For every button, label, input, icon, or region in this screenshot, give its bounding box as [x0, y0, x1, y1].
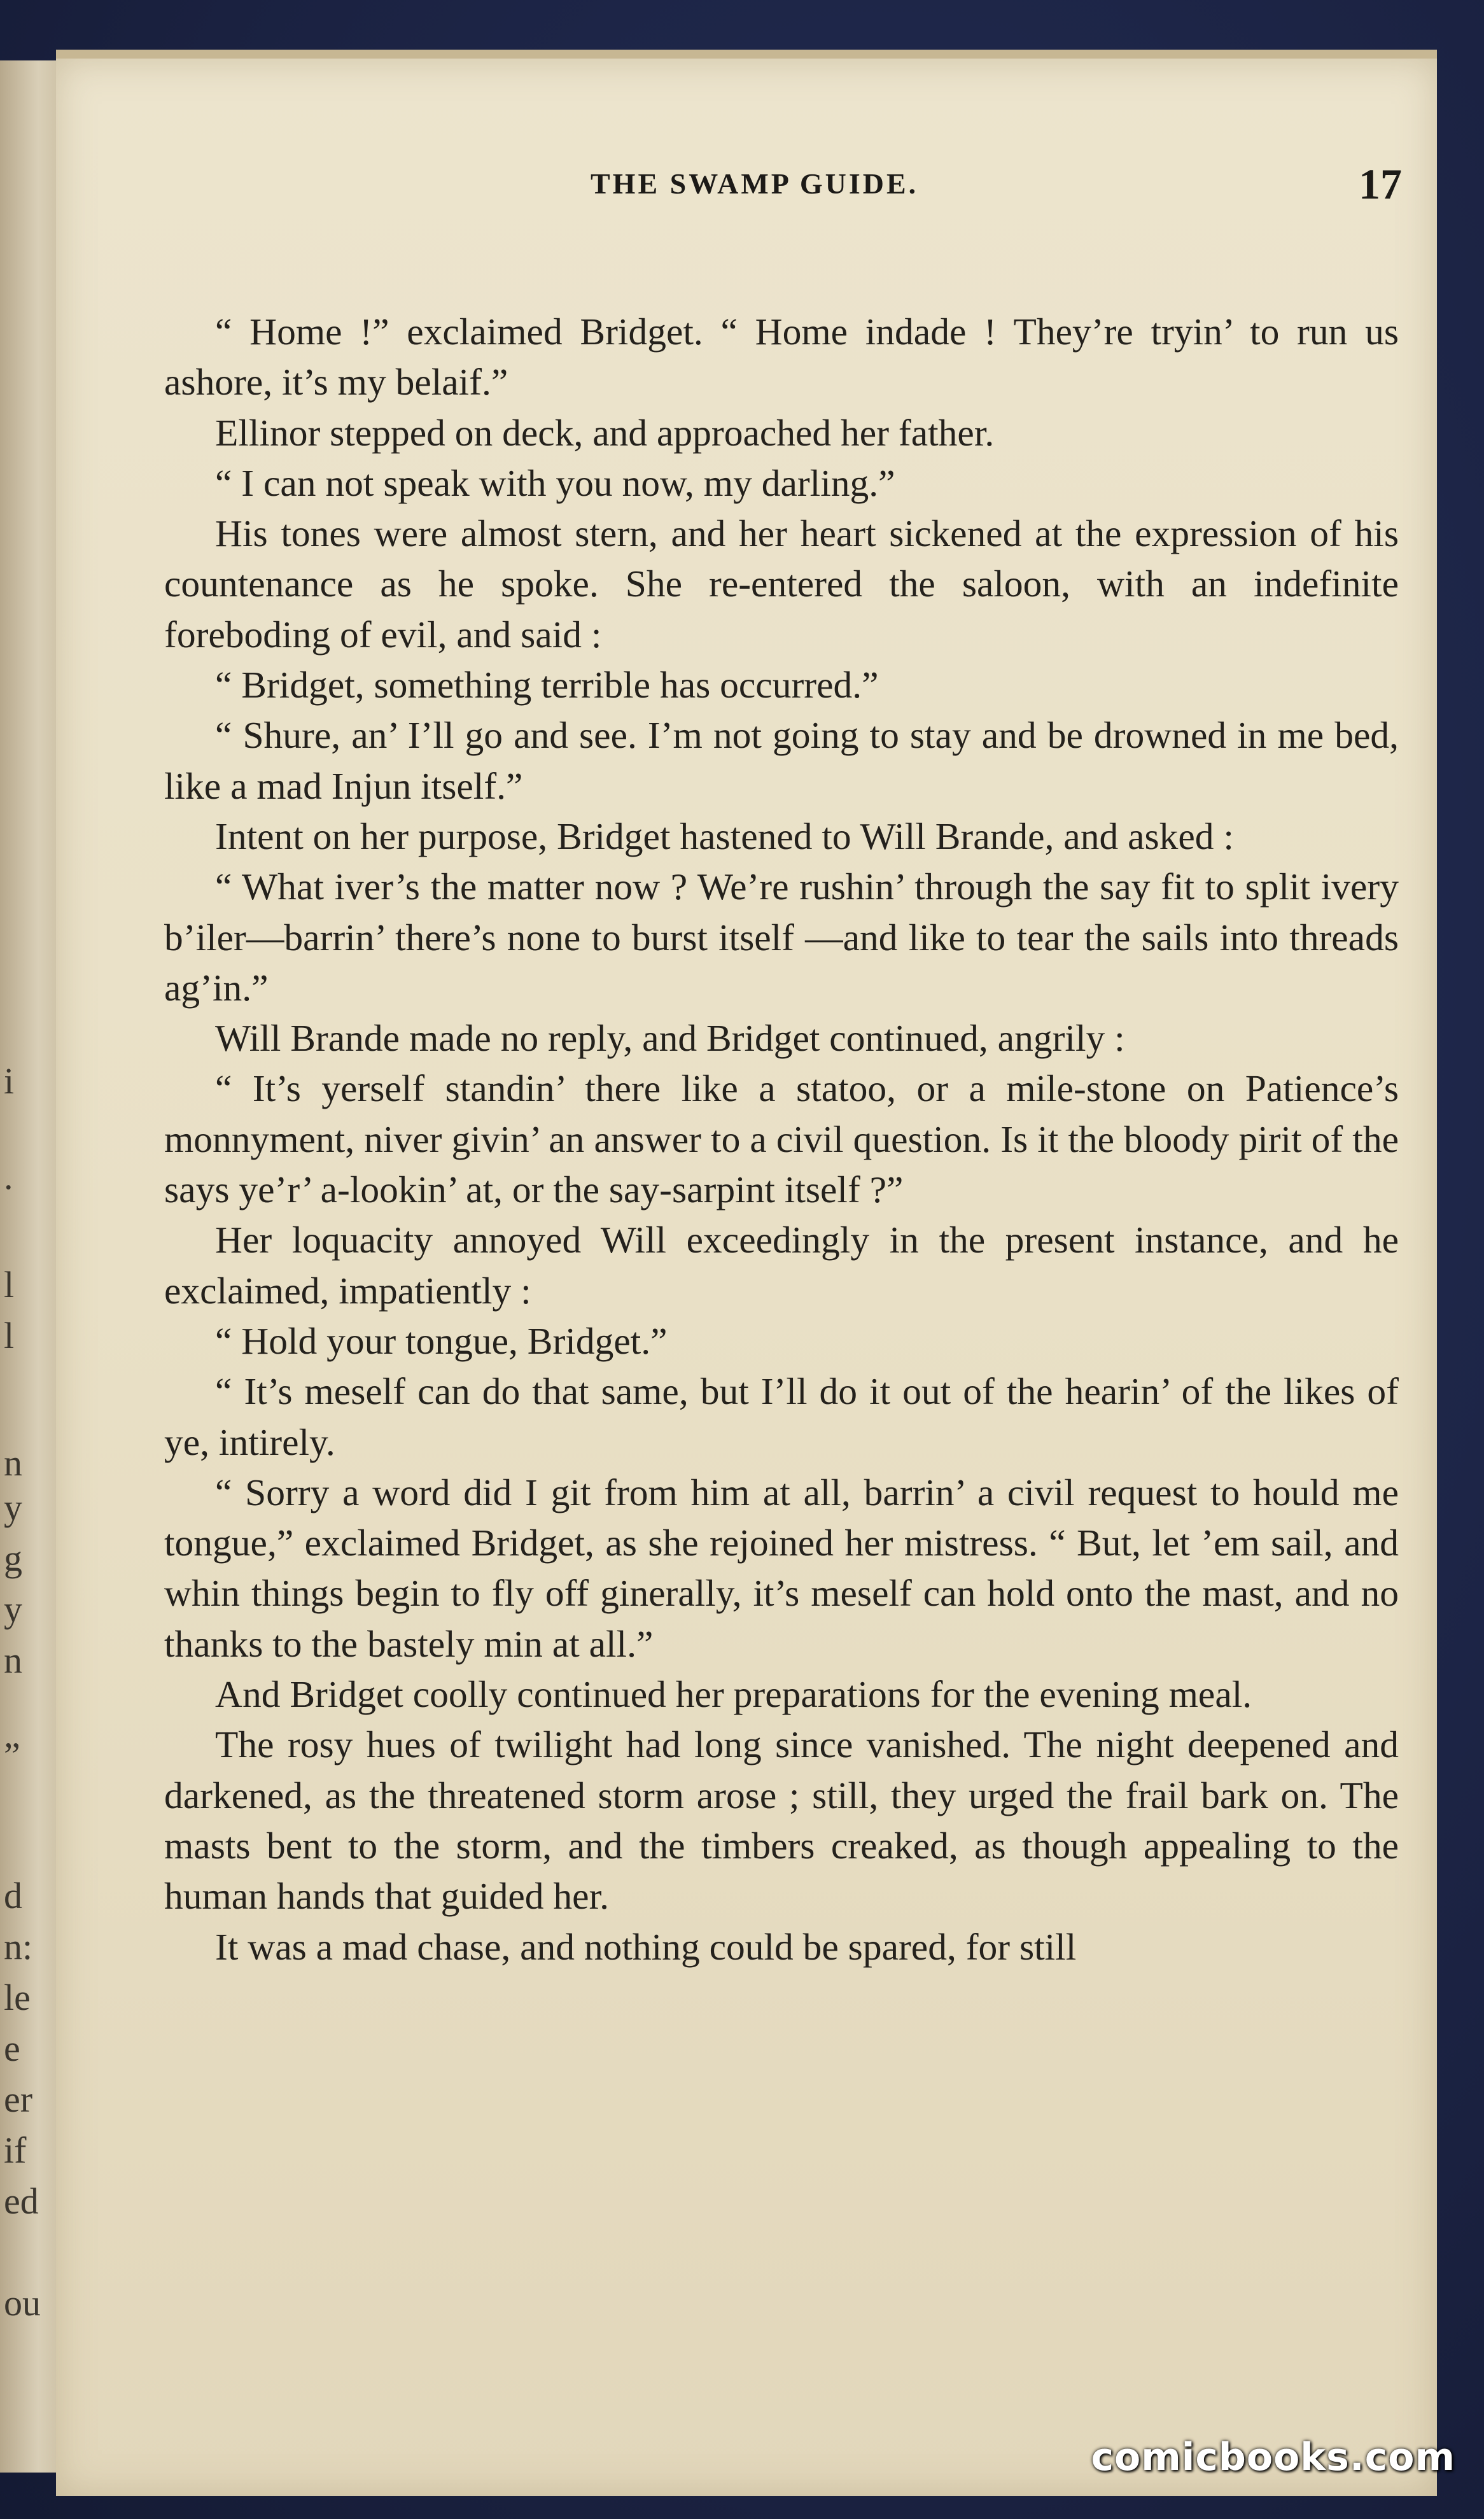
facing-page-fragment: ”	[4, 1735, 20, 1776]
facing-page-fragment: .	[4, 1156, 13, 1197]
running-head	[56, 160, 1437, 218]
paragraph: “ Bridget, something terrible has occurred.”	[215, 664, 879, 706]
paragraph: Her loquacity annoyed Will exceedingly in the present instance, and he exclaimed, impatiently :	[164, 1219, 1399, 1312]
paragraph: “ Sorry a word did I git from him at all, barrin’ a civil request to hould me tongue,” exclaimed Bridget, as she rejoined her mistress. “ But, let ’em sail, and whin things begin to fly off ginerally, it’s meself can hold onto the mast, and no thanks to the bastely min at all.”	[164, 1471, 1399, 1665]
watermark: comicbooks.com	[1091, 2435, 1455, 2480]
paragraph: “ It’s meself can do that same, but I’ll do it out of the hearin’ of the likes of ye, intirely.	[164, 1370, 1399, 1463]
running-head-title: THE SWAMP GUIDE.	[591, 167, 919, 200]
paragraph: “ Home !” exclaimed Bridget. “ Home indade ! They’re tryin’ to run us ashore, it’s my belaif.”	[164, 311, 1399, 403]
facing-page-fragment: y	[4, 1589, 22, 1630]
paragraph: “ I can not speak with you now, my darling.”	[215, 461, 895, 504]
body-text	[164, 307, 1399, 1972]
book-page	[56, 50, 1437, 2496]
paragraph: “ What iver’s the matter now ? We’re rushin’ through the say fit to split ivery b’iler—barrin’ there’s none to burst itself —and like to tear the sails into threads ag’in.”	[164, 866, 1399, 1009]
paragraph: Will Brande made no reply, and Bridget continued, angrily :	[215, 1017, 1125, 1060]
facing-page-fragment: l	[4, 1315, 15, 1356]
paragraph: And Bridget coolly continued her preparations for the evening meal.	[215, 1673, 1252, 1716]
paragraph: Intent on her purpose, Bridget hastened to Will Brande, and asked :	[215, 815, 1234, 857]
paragraph: “ Shure, an’ I’ll go and see. I’m not going to stay and be drowned in me bed, like a mad Injun itself.”	[164, 714, 1399, 807]
facing-page-fragment: g	[4, 1538, 22, 1579]
paragraph: “ Hold your tongue, Bridget.”	[215, 1319, 668, 1362]
facing-page-fragment: if	[4, 2130, 27, 2171]
page-number: 17	[1359, 160, 1402, 208]
facing-page-fragment: e	[4, 2028, 20, 2069]
facing-page-fragment: y	[4, 1487, 22, 1528]
paragraph: It was a mad chase, and nothing could be spared, for still	[215, 1925, 1077, 1968]
facing-page-fragment: le	[4, 1977, 31, 2018]
paragraph: His tones were almost stern, and her heart sickened at the expression of his countenance as he spoke. She re-entered the saloon, with an indefinite foreboding of evil, and said :	[164, 512, 1399, 656]
facing-page-fragment: d	[4, 1875, 22, 1916]
paragraph: Ellinor stepped on deck, and approached her father.	[215, 411, 995, 454]
facing-page-fragment: n	[4, 1442, 22, 1484]
facing-page-fragment: i	[4, 1060, 15, 1102]
paragraph: The rosy hues of twilight had long since vanished. The night deepened and darkened, as the threatened storm arose ; still, they urged the frail bark on. The masts bent to the storm, and the timbers creaked, as though appealing to the human hands that guided her.	[164, 1723, 1399, 1918]
paragraph: “ It’s yerself standin’ there like a statoo, or a mile-stone on Patience’s monnyment, niver givin’ an answer to a civil question. Is it the bloody pirit of the says ye’r’ a-lookin’ at, or the say-sarpint itself ?”	[164, 1067, 1399, 1211]
facing-page-fragment: ed	[4, 2180, 39, 2222]
facing-page-fragment: n:	[4, 1926, 33, 1967]
facing-page-fragment: er	[4, 2079, 33, 2120]
facing-page-fragment: ou	[4, 2282, 41, 2324]
facing-page-fragment: n	[4, 1639, 22, 1681]
facing-page-fragment: l	[4, 1264, 15, 1305]
